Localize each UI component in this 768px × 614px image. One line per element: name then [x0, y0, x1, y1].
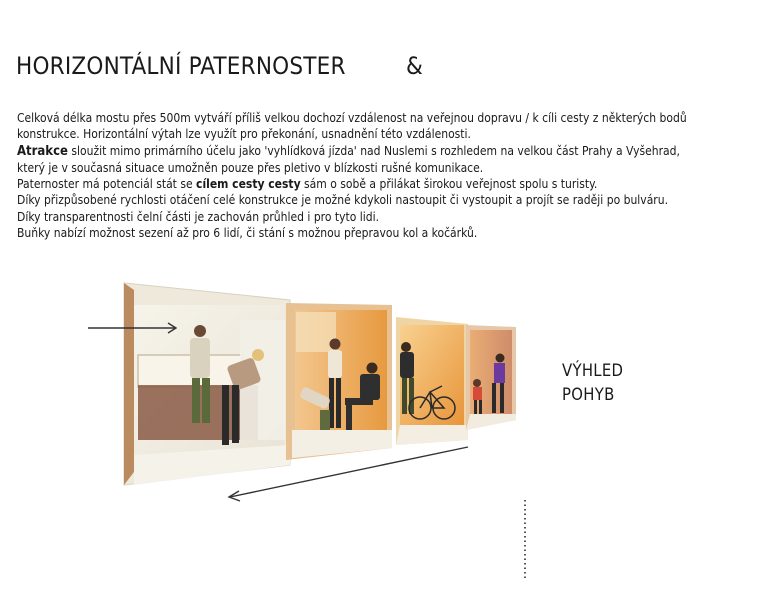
paragraph-speed: Díky přizpůsobené rychlosti otáčení celé konstrukce je možné kdykoli nastoupit či vystoupit a projít se raději po bulváru.	[17, 193, 669, 208]
person-photographer	[190, 325, 210, 423]
attraction-text: sloužit mimo primárního účelu jako 'vyhlídková jízda' nad Nuslemi s rozhledem na velkou část Prahy a Vyšehrad, který je v současná situace umožněn pouze přes pletivo v blízkosti rušné komunikace.	[17, 143, 680, 175]
title-main: HORIZONTÁLNÍ PATERNOSTER	[16, 52, 346, 80]
cabin-3	[396, 317, 468, 445]
potential-text-b: sám o sobě a přilákat širokou veřejnost spolu s turisty.	[300, 177, 598, 192]
potential-text-a: Paternoster má potenciál stát se	[17, 177, 197, 192]
label-motion: POHYB	[562, 385, 615, 404]
label-view: VÝHLED	[562, 361, 624, 380]
paragraph-distance: Celková délka mostu přes 500m vytváří příliš velkou dochozí vzdálenost na veřejnou dopravu / k cíli cesty z některých bodů konstrukce. Horizontální výtah lze využít pro překonání, usnadnění této vzdálenosti.	[17, 111, 687, 142]
cabin-4	[466, 325, 516, 430]
potential-emphasis: cílem cesty cesty	[196, 177, 301, 192]
title-ampersand: &	[406, 52, 424, 80]
person-man-photographer	[400, 342, 414, 414]
attraction-lead: Atrakce	[17, 143, 68, 159]
cabin-2	[286, 303, 392, 460]
cabin-1	[124, 283, 290, 485]
paragraph-transparency: Díky transparentnosti čelní části je zachován průhled i pro tyto lidi.	[17, 209, 380, 224]
paragraph-capacity: Buňky nabízí možnost sezení až pro 6 lidí, či stání s možnou přepravou kol a kočárků.	[17, 226, 478, 241]
